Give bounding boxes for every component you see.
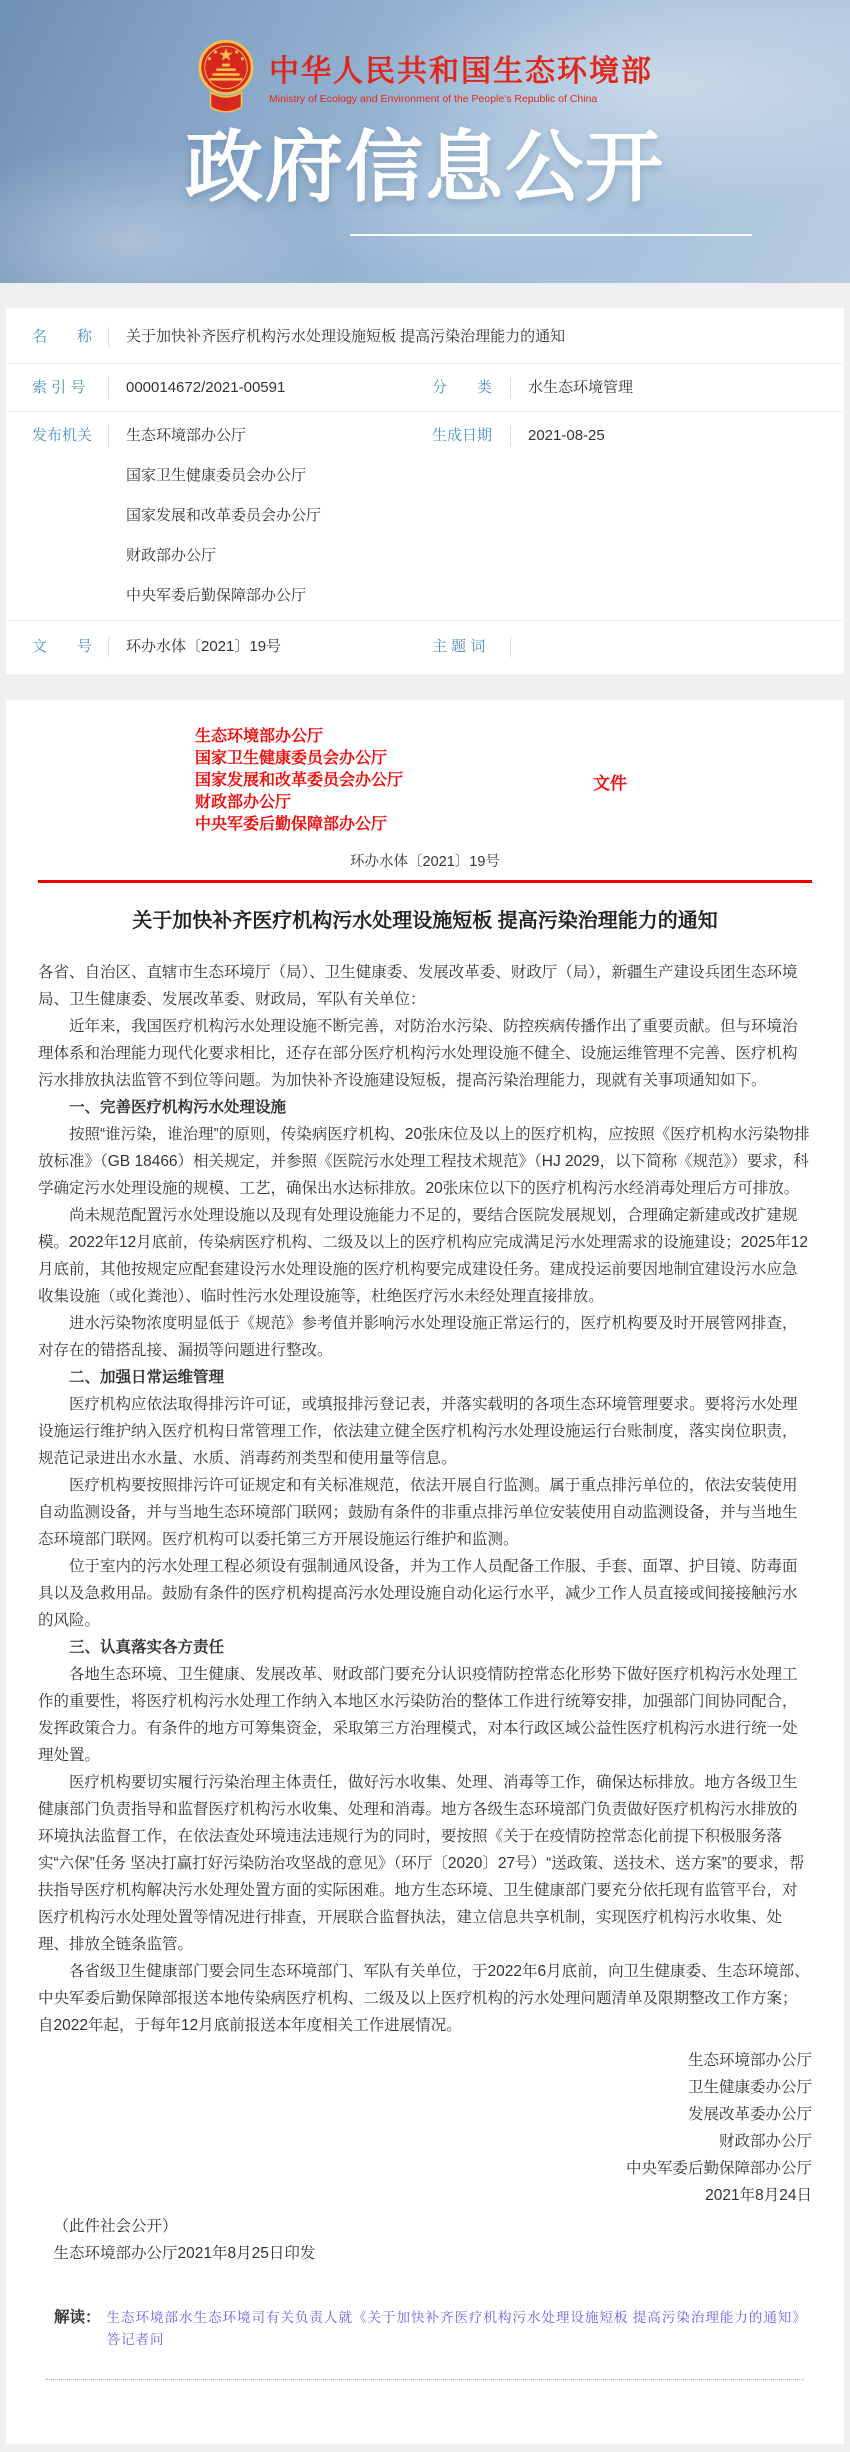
meta-label-subject: 主 题 词	[432, 638, 486, 655]
issuer-item: 国家卫生健康委员会办公厅	[126, 467, 307, 484]
paragraph: 按照“谁污染，谁治理”的原则，传染病医疗机构、20张床位及以上的医疗机构，应按照《医疗机构水污染物排放标准》（GB 18466）相关规定，并参照《医院污水处理工程技术规范》（HJ 2029，以下简称《规范》）要求，科学确定污水处理设施的规模、工艺，确保出水达标排放。20张床位以下的医疗机构污水经消毒处理后方可排放。	[38, 1126, 810, 1197]
meta-row-issuer	[8, 412, 842, 621]
divider	[108, 378, 109, 398]
ministry-brand	[0, 0, 850, 122]
letterhead-agency: 生态环境部办公厅	[195, 728, 324, 745]
meta-label-category: 分 类	[432, 379, 493, 396]
signature-agency: 财政部办公厅	[718, 2133, 812, 2150]
letterhead-agency: 财政部办公厅	[195, 794, 292, 811]
meta-row-docno	[8, 621, 842, 674]
paragraph: 尚未规范配置污水处理设施以及现有处理设施能力不足的，要结合医院发展规划，合理确定新建或改扩建规模。2022年12月底前，传染病医疗机构、二级及以上的医疗机构应完成满足污水处理需求的设施建设；2025年12月底前，其他按规定应配套建设污水处理设施的医疗机构要完成建设任务。建成投运前要因地制宜建设污水应急收集设施（或化粪池）、临时性污水处理设施等，杜绝医疗污水未经处理直接排放。	[38, 1207, 808, 1305]
letterhead-agency: 中央军委后勤保障部办公厅	[195, 816, 388, 833]
meta-label-index: 索 引 号	[32, 379, 86, 396]
ministry-name-cn: 中华人民共和国生态环境部	[269, 54, 653, 88]
letterhead	[195, 726, 812, 836]
divider	[108, 637, 109, 657]
paragraph: 各地生态环境、卫生健康、发展改革、财政部门要充分认识疫情防控常态化形势下做好医疗机构污水处理工作的重要性，将医疗机构污水处理工作纳入本地区水污染防治的整体工作进行统筹安排，加强部门间协同配合，发挥政策合力。有条件的地方可筹集资金，采取第三方治理模式，对本行政区域公益性医疗机构污水进行统一处理处置。	[38, 1666, 798, 1764]
signature-agency: 生态环境部办公厅	[687, 2052, 812, 2069]
meta-row-name	[8, 308, 842, 364]
document-title: 关于加快补齐医疗机构污水处理设施短板 提高污染治理能力的通知	[132, 910, 718, 932]
meta-label-date: 生成日期	[432, 427, 493, 444]
signature-agency: 中央军委后勤保障部办公厅	[625, 2160, 812, 2177]
letterhead-agency: 国家发展和改革委员会办公厅	[195, 772, 404, 789]
red-divider	[38, 880, 812, 883]
paragraph: 各省级卫生健康部门要会同生态环境部门、军队有关单位，于2022年6月底前，向卫生健康委、生态环境部、中央军委后勤保障部报送本地传染病医疗机构、二级及以上医疗机构的污水处理问题清单及限期整改工作方案；自2022年起，于每年12月底前报送本年度相关工作进展情况。	[38, 1963, 810, 2034]
paragraph: 进水污染物浓度明显低于《规范》参考值并影响污水处理设施正常运行的，医疗机构要及时开展管网排查，对存在的错搭乱接、漏损等问题进行整改。	[38, 1315, 798, 1359]
hero-underline	[350, 234, 752, 236]
issuer-item: 国家发展和改革委员会办公厅	[126, 507, 322, 524]
issuer-item: 财政部办公厅	[126, 547, 217, 564]
document-body	[38, 959, 812, 2039]
paragraph: 位于室内的污水处理工程必须设有强制通风设备，并为工作人员配备工作服、手套、面罩、护目镜、防毒面具以及急救用品。鼓励有条件的医疗机构提高污水处理设施自动化运行水平，减少工作人员直接或间接接触污水的风险。	[38, 1558, 798, 1629]
letterhead-agency: 国家卫生健康委员会办公厅	[195, 750, 388, 767]
ministry-name-en: Ministry of Ecology and Environment of the People's Republic of China	[269, 93, 598, 106]
note-public: （此件社会公开）	[53, 2218, 178, 2235]
paragraph: 医疗机构要切实履行污染治理主体责任，做好污水收集、处理、消毒等工作，确保达标排放。地方各级卫生健康部门负责指导和监督医疗机构污水收集、处理和消毒。地方各级生态环境部门负责做好医疗机构污水排放的环境执法监督工作，在依法查处环境违法违规行为的同时，要按照《关于在疫情防控常态化前提下积极服务落实“六保”任务 坚决打赢打好污染防治攻坚战的意见》（环厅〔2020〕27号）“送政策、送技术、送方案”的要求，帮扶指导医疗机构解决污水处理处置方面的实际困难。地方生态环境、卫生健康部门要充分依托现有监管平台，对医疗机构污水处理处置等情况进行排查，开展联合监督执法，建立信息共享机制，实现医疗机构污水收集、处理、排放全链条监管。	[38, 1774, 805, 1953]
meta-label-docno: 文 号	[32, 638, 93, 655]
meta-value-date: 2021-08-25	[528, 427, 605, 444]
divider	[108, 426, 109, 446]
interpretation-row	[38, 2305, 812, 2351]
signature-agency: 发展改革委办公厅	[687, 2106, 812, 2123]
divider	[510, 637, 511, 657]
paragraph: 医疗机构应依法取得排污许可证，或填报排污登记表，并落实载明的各项生态环境管理要求。要将污水处理设施运行维护纳入医疗机构日常管理工作，依法建立健全医疗机构污水处理设施运行台账制度，落实岗位职责，规范记录进出水水量、水质、消毒药剂类型和使用量等信息。	[38, 1396, 798, 1467]
page-title: 政府信息公开	[184, 123, 665, 211]
paragraph: 近年来，我国医疗机构污水处理设施不断完善，对防治水污染、防控疾病传播作出了重要贡献。但与环境治理体系和治理能力现代化要求相比，还存在部分医疗机构污水处理设施不健全、设施运维管理不完善、医疗机构污水排放执法监管不到位等问题。为加快补齐设施建设短板，提高污染治理能力，现就有关事项通知如下。	[38, 1018, 798, 1089]
signature-block	[38, 2047, 812, 2209]
metadata-card	[6, 308, 844, 674]
signature-agency: 卫生健康委办公厅	[687, 2079, 812, 2096]
section-heading: 二、加强日常运维管理	[69, 1369, 225, 1386]
meta-value-docno: 环办水体〔2021〕19号	[126, 638, 282, 655]
document-notes	[38, 2213, 812, 2267]
document-number: 环办水体〔2021〕19号	[350, 854, 500, 870]
meta-value-name: 关于加快补齐医疗机构污水处理设施短板 提高污染治理能力的通知	[126, 328, 566, 345]
interpretation-label: 解读：	[54, 2309, 101, 2326]
meta-row-index	[8, 364, 842, 412]
meta-value-index: 000014672/2021-00591	[126, 379, 286, 396]
issuer-item: 中央军委后勤保障部办公厅	[126, 587, 307, 604]
section-heading: 一、完善医疗机构污水处理设施	[69, 1099, 287, 1116]
national-emblem-icon	[197, 38, 255, 122]
divider	[510, 426, 511, 446]
dotted-divider	[46, 2379, 804, 2380]
meta-value-issuers	[126, 425, 432, 606]
issuer-item: 生态环境部办公厅	[126, 427, 247, 444]
meta-value-category: 水生态环境管理	[528, 379, 634, 396]
meta-label-issuer: 发布机关	[32, 427, 93, 444]
divider	[510, 378, 511, 398]
hero-banner	[0, 0, 850, 283]
letterhead-file-label: 文件	[593, 773, 628, 793]
note-print: 生态环境部办公厅2021年8月25日印发	[53, 2245, 316, 2262]
letterhead-agencies	[195, 726, 403, 836]
document-card	[6, 700, 844, 2444]
interpretation-link[interactable]: 生态环境部水生态环境司有关负责人就《关于加快补齐医疗机构污水处理设施短板 提高污染治理能力的通知》答记者问	[106, 2310, 807, 2347]
section-heading: 三、认真落实各方责任	[69, 1639, 225, 1656]
divider	[108, 327, 109, 347]
signature-date: 2021年8月24日	[705, 2187, 812, 2204]
meta-label-name: 名 称	[32, 328, 93, 345]
salutation: 各省、自治区、直辖市生态环境厅（局）、卫生健康委、发展改革委、财政厅（局），新疆生产建设兵团生态环境局、卫生健康委、发展改革委、财政局，军队有关单位：	[38, 964, 798, 1008]
paragraph: 医疗机构要按照排污许可证规定和有关标准规范，依法开展自行监测。属于重点排污单位的，依法安装使用自动监测设备，并与当地生态环境部门联网；鼓励有条件的非重点排污单位安装使用自动监测设备，并与当地生态环境部门联网。医疗机构可以委托第三方开展设施运行维护和监测。	[38, 1477, 798, 1548]
